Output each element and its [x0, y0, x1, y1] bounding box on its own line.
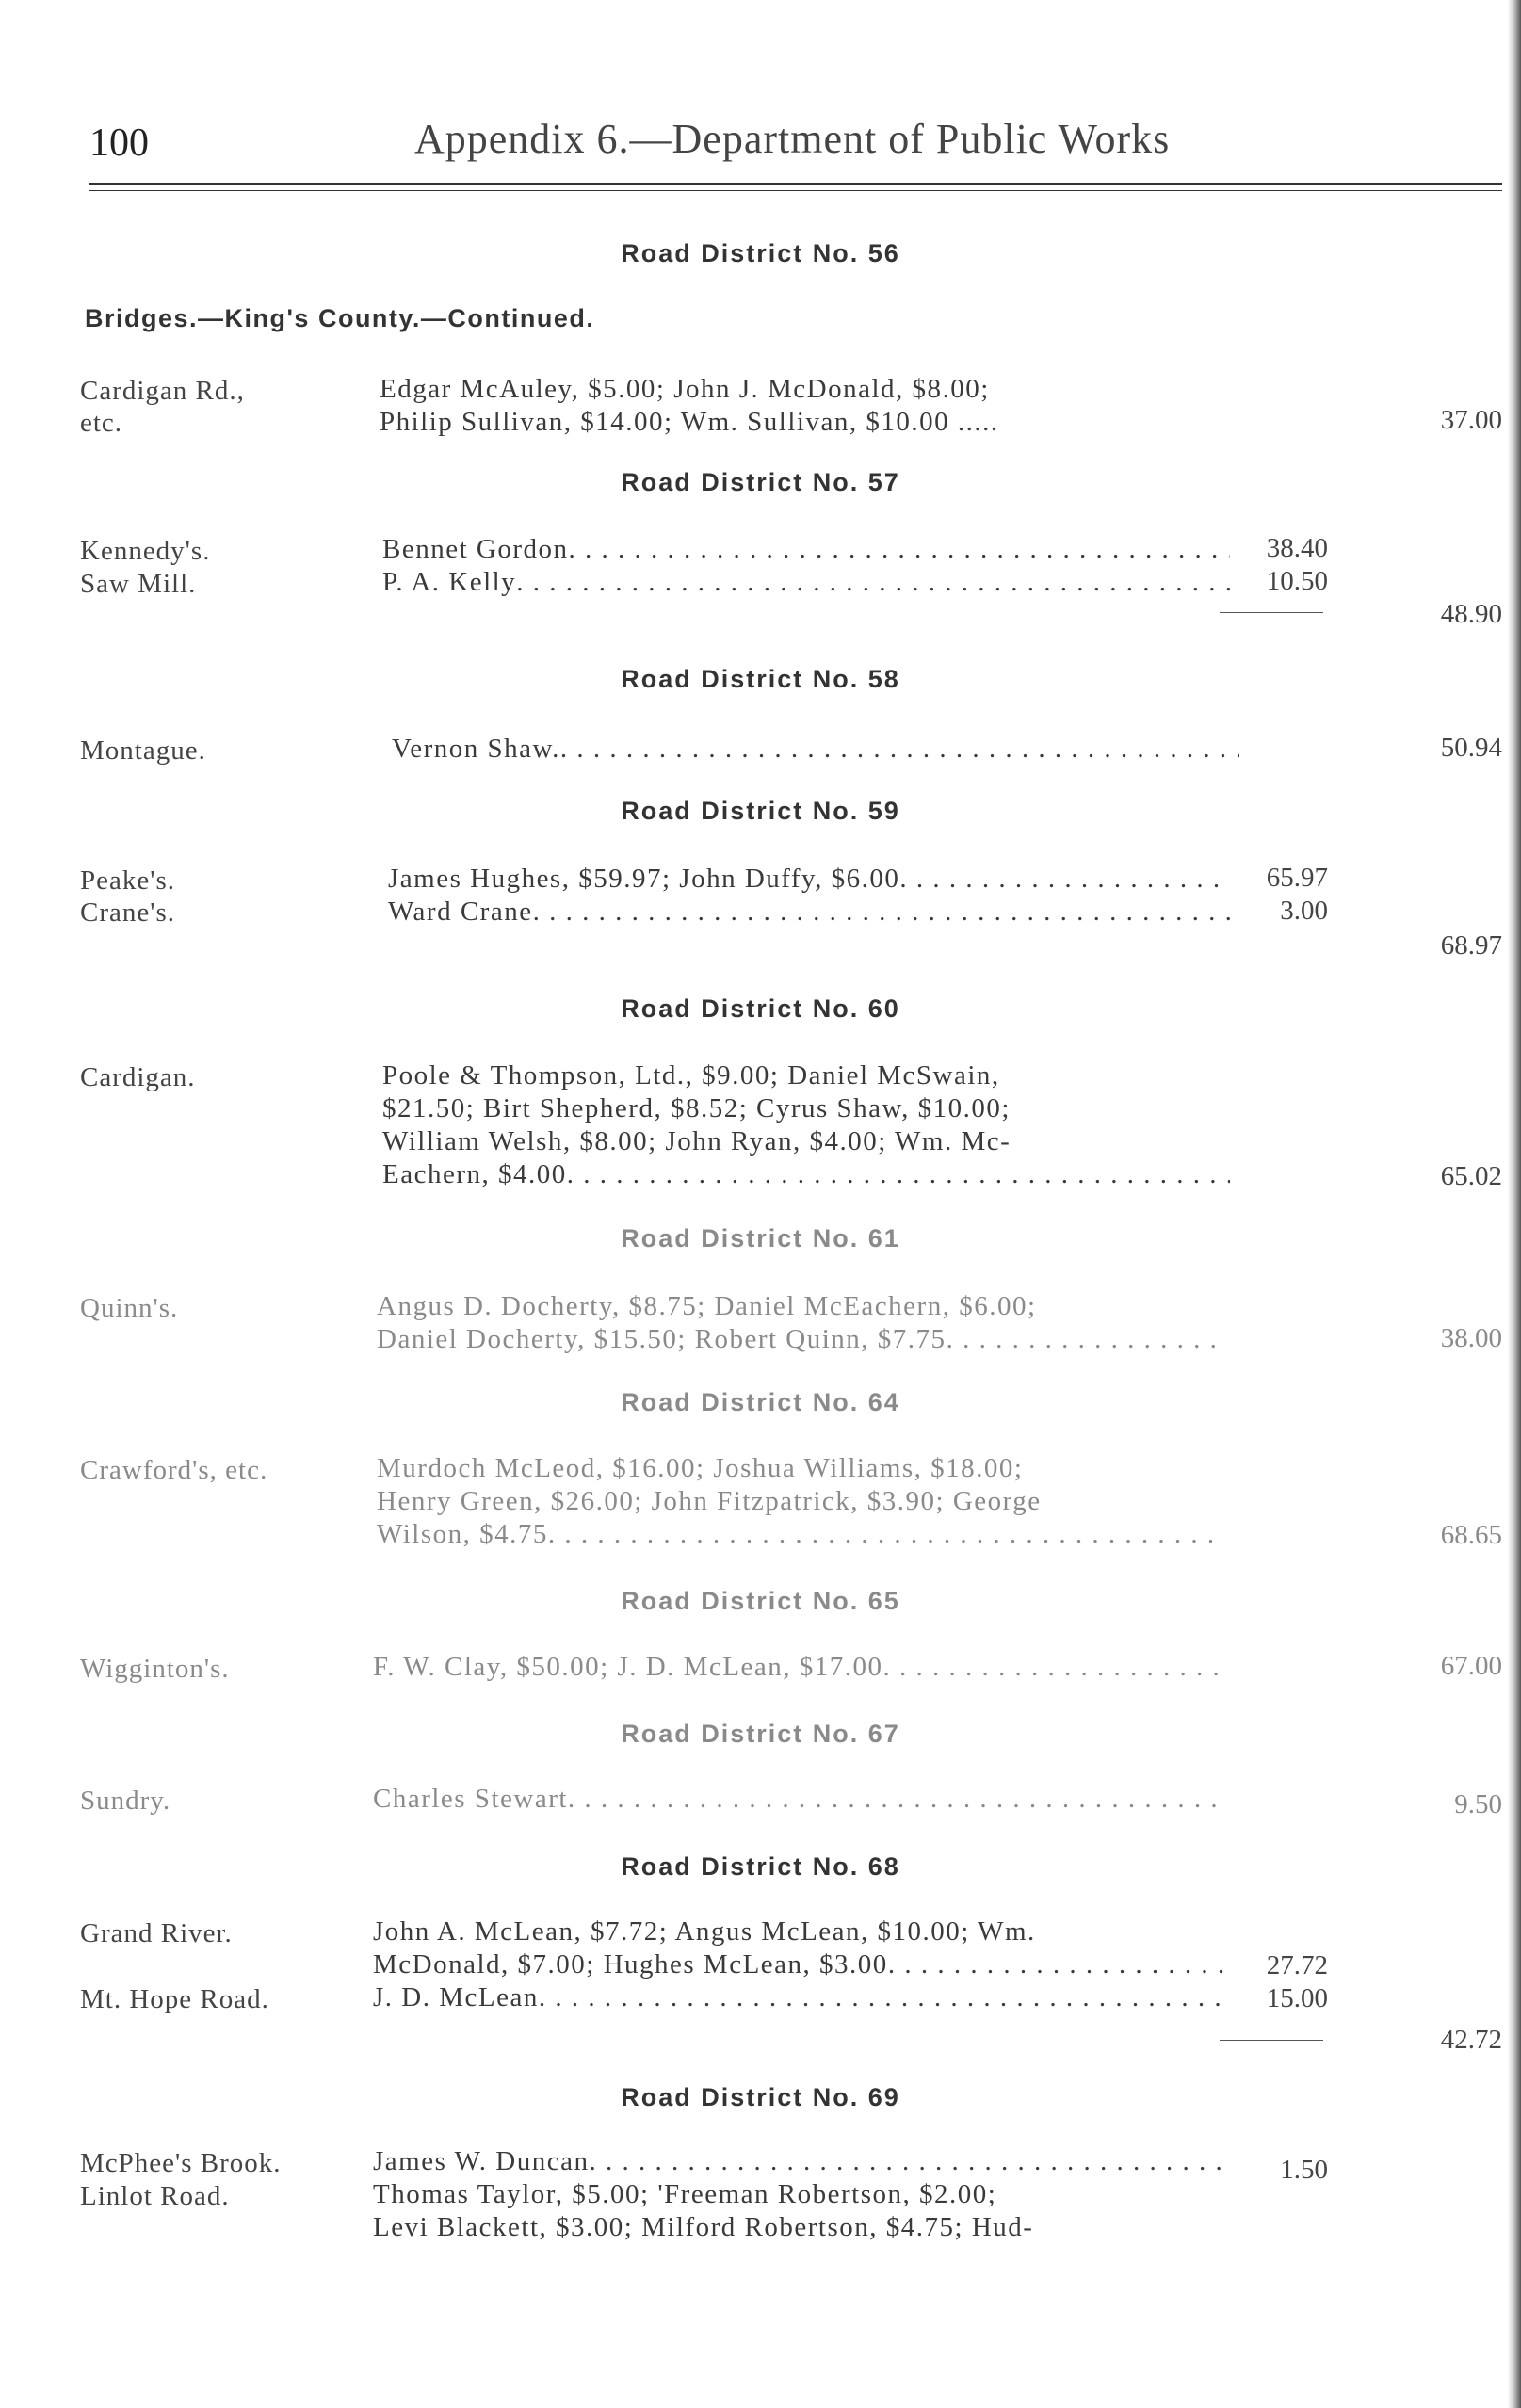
district-total: 68.97 — [1440, 930, 1502, 961]
subtotal-amount: 10.50 — [1266, 566, 1328, 596]
payee-entry — [373, 1651, 1224, 1684]
payee-entry — [373, 1915, 1230, 2014]
place-name: Sundry. — [80, 1786, 171, 1816]
place-name: etc. — [80, 408, 123, 438]
payee-line: Levi Blackett, $3.00; Milford Robertson, $4.75; Hud- — [373, 2212, 1034, 2242]
payee-line: Vernon Shaw. — [392, 734, 560, 764]
payee-entry — [377, 1452, 1224, 1551]
district-heading: Road District No. 69 — [621, 2083, 900, 2111]
district-heading: Road District No. 68 — [621, 1852, 900, 1881]
payee-entry — [377, 1290, 1224, 1356]
place-name: Cardigan Rd., — [80, 376, 245, 406]
payee-line: John A. McLean, $7.72; Angus McLean, $10.00; Wm. — [373, 1916, 1036, 1947]
payee-line: Thomas Taylor, $5.00; 'Freeman Robertson, $2.00; — [373, 2179, 997, 2209]
place-name: Grand River. — [80, 1918, 233, 1948]
subtotal-amount: 3.00 — [1280, 896, 1328, 926]
district-heading: Road District No. 64 — [621, 1388, 900, 1416]
district-total: 65.02 — [1440, 1161, 1502, 1191]
place-name: Crane's. — [80, 897, 176, 928]
district-heading: Road District No. 58 — [621, 665, 900, 693]
payee-line: J. D. McLean — [373, 1982, 539, 2012]
running-header-title: Appendix 6.—Department of Public Works — [414, 116, 1171, 162]
payee-entry — [373, 2145, 1221, 2244]
district-heading: Road District No. 57 — [621, 468, 900, 496]
place-name: Cardigan. — [80, 1062, 196, 1092]
payee-entry — [382, 1059, 1230, 1191]
payee-entry — [380, 373, 1227, 439]
payee-line: Philip Sullivan, $14.00; Wm. Sullivan, $10.00 ..... — [380, 407, 999, 437]
district-heading: Road District No. 67 — [621, 1720, 900, 1748]
district-total: 37.00 — [1440, 405, 1502, 435]
payee-line: Eachern, $4.00 — [382, 1159, 567, 1189]
subtotal-amount: 15.00 — [1266, 1983, 1328, 2013]
place-name: Crawford's, etc. — [80, 1455, 268, 1485]
payee-line: Daniel Docherty, $15.50; Robert Quinn, $7.75 — [377, 1324, 947, 1354]
payee-entry — [392, 733, 1239, 766]
payee-line: Henry Green, $26.00; John Fitzpatrick, $3.90; George — [377, 1486, 1042, 1516]
district-total: 67.00 — [1440, 1651, 1502, 1681]
payee-line: James W. Duncan — [373, 2146, 590, 2176]
payee-line: $21.50; Birt Shepherd, $8.52; Cyrus Shaw, $10.00; — [382, 1093, 1011, 1123]
payee-entry — [373, 1783, 1224, 1816]
district-total: 48.90 — [1440, 599, 1502, 629]
subtotal-amount: 1.50 — [1280, 2155, 1328, 2185]
place-name: Wigginton's. — [80, 1654, 230, 1684]
payee-line: Angus D. Docherty, $8.75; Daniel McEachern, $6.00; — [377, 1291, 1037, 1321]
district-heading: Road District No. 60 — [621, 994, 900, 1023]
place-name: Peake's. — [80, 865, 176, 896]
sum-rule — [1220, 2040, 1323, 2041]
page-edge-shadow — [1508, 0, 1521, 2408]
district-total: 42.72 — [1440, 2025, 1502, 2055]
district-total: 50.94 — [1440, 733, 1502, 763]
place-name: McPhee's Brook. — [80, 2148, 282, 2178]
payee-line: Edgar McAuley, $5.00; John J. McDonald, $8.00; — [380, 374, 990, 404]
payee-line: Charles Stewart — [373, 1784, 568, 1814]
subtotal-amount: 38.40 — [1266, 533, 1328, 563]
page-number: 100 — [89, 121, 149, 165]
district-heading: Road District No. 59 — [621, 797, 900, 825]
district-total: 9.50 — [1454, 1789, 1502, 1819]
place-name: Mt. Hope Road. — [80, 1984, 269, 2014]
payee-line: McDonald, $7.00; Hughes McLean, $3.00 — [373, 1949, 888, 1980]
payee-line: Ward Crane — [388, 897, 533, 927]
place-name: Montague. — [80, 735, 206, 766]
subtotal-amount: 27.72 — [1266, 1950, 1328, 1980]
header-rule-top — [89, 183, 1502, 185]
place-name: Saw Mill. — [80, 569, 197, 599]
county-subheading: Bridges.—King's County.—Continued. — [85, 304, 595, 332]
payee-line: P. A. Kelly — [382, 567, 517, 597]
place-name: Linlot Road. — [80, 2181, 230, 2211]
district-heading: Road District No. 56 — [621, 239, 900, 267]
payee-entry — [382, 533, 1230, 599]
header-rule-bottom — [89, 190, 1502, 191]
place-name: Kennedy's. — [80, 536, 211, 566]
payee-line: Murdoch McLeod, $16.00; Joshua Williams, $18.00; — [377, 1453, 1024, 1483]
district-heading: Road District No. 61 — [621, 1224, 900, 1252]
district-total: 38.00 — [1440, 1323, 1502, 1353]
place-name: Quinn's. — [80, 1293, 179, 1323]
district-total: 68.65 — [1440, 1520, 1502, 1550]
subtotal-amount: 65.97 — [1266, 863, 1328, 893]
payee-line: James Hughes, $59.97; John Duffy, $6.00 — [388, 864, 900, 894]
district-heading: Road District No. 65 — [621, 1587, 900, 1615]
sum-rule — [1220, 612, 1323, 613]
payee-line: Poole & Thompson, Ltd., $9.00; Daniel McSwain, — [382, 1060, 1000, 1091]
payee-line: Wilson, $4.75 — [377, 1519, 548, 1549]
payee-entry — [388, 863, 1230, 929]
payee-line: F. W. Clay, $50.00; J. D. McLean, $17.00 — [373, 1652, 883, 1682]
payee-line: William Welsh, $8.00; John Ryan, $4.00; Wm. Mc- — [382, 1126, 1011, 1156]
payee-line: Bennet Gordon — [382, 534, 569, 564]
